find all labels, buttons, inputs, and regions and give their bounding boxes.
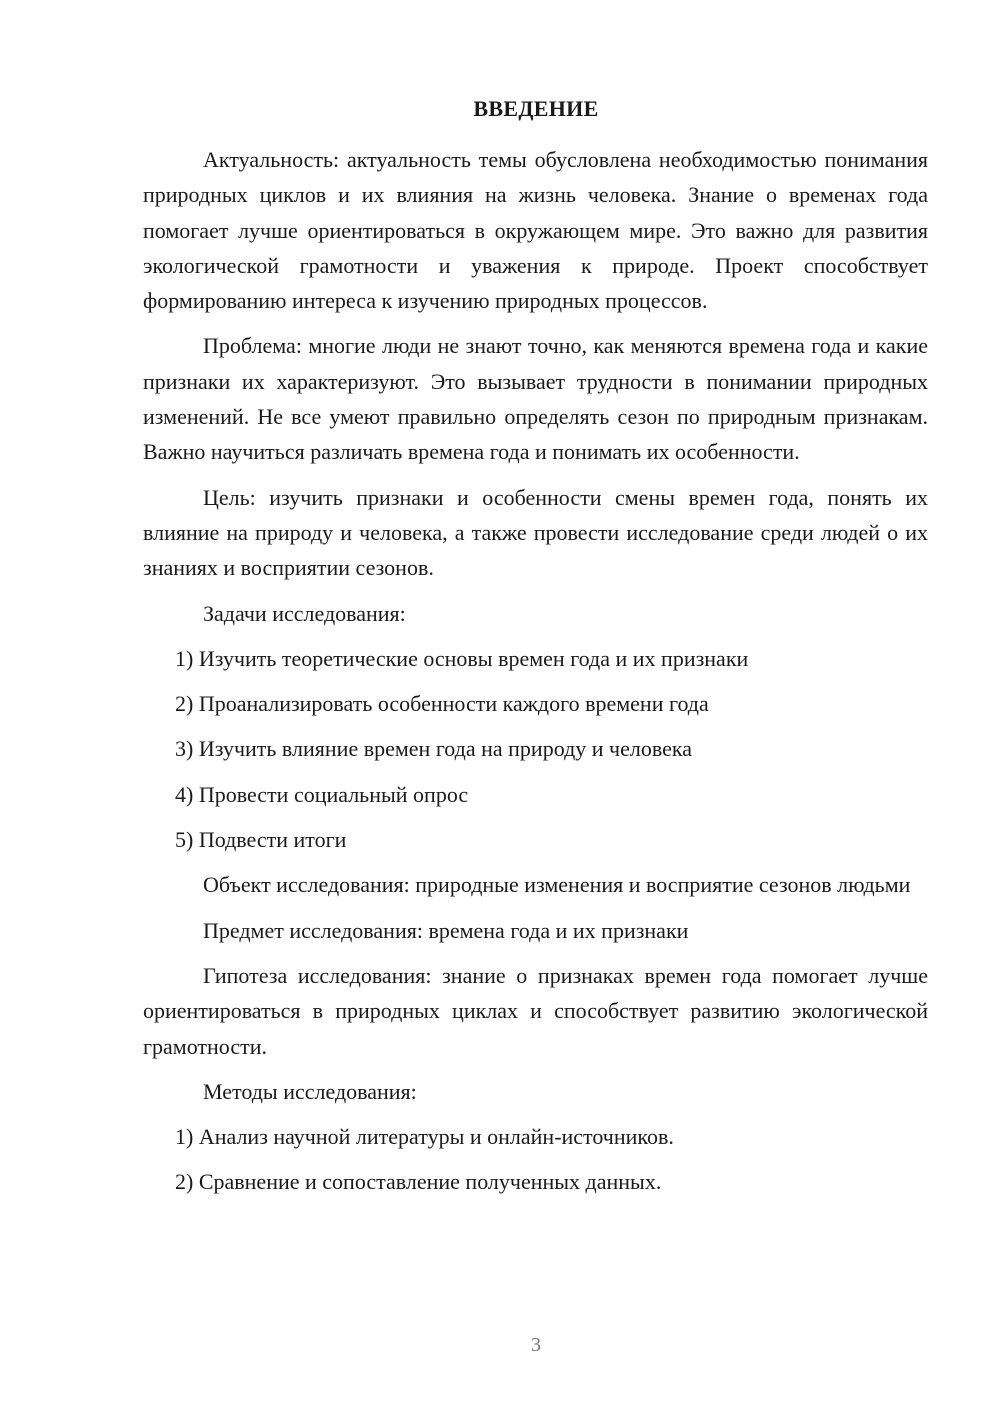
task-item: 4) Провести социальный опрос — [175, 781, 469, 807]
task-item: 1) Изучить теоретические основы времен года и их признаки — [175, 645, 749, 671]
relevance-paragraph: Актуальность: актуальность темы обусловлена необходимостью понимания природных циклов и их влияния на жизнь человека. Знание о временах года помогает лучше ориентироваться в окружающем мире. Это важно для развития экологической грамотности и уважения к природе. Проект способствует формированию интереса к изучению природных процессов. — [143, 147, 928, 314]
method-item: 2) Сравнение и сопоставление полученных данных. — [175, 1169, 662, 1195]
hypothesis-paragraph: Гипотеза исследования: знание о признаках времен года помогает лучше ориентироваться в природных циклах и способствует развитию экологической грамотности. — [143, 962, 928, 1059]
tasks-label: Задачи исследования: — [203, 600, 406, 626]
object-paragraph: Объект исследования: природные изменения и восприятие сезонов людьми — [203, 872, 911, 898]
method-item: 1) Анализ научной литературы и онлайн-источников. — [175, 1124, 674, 1150]
problem-paragraph: Проблема: многие люди не знают точно, как меняются времена года и какие признаки их характеризуют. Это вызывает трудности в понимании природных изменений. Не все умеют правильно определять сезон по природным признакам. Важно научиться различать времена года и понимать их особенности. — [143, 333, 928, 465]
section-title: ВВЕДЕНИЕ — [473, 96, 599, 121]
subject-paragraph: Предмет исследования: времена года и их признаки — [203, 917, 689, 943]
goal-paragraph: Цель: изучить признаки и особенности смены времен года, понять их влияние на природу и человека, а также провести исследование среди людей о их знаниях и восприятии сезонов. — [143, 484, 928, 581]
task-item: 3) Изучить влияние времен года на природу и человека — [175, 736, 692, 762]
task-item: 2) Проанализировать особенности каждого времени года — [175, 691, 709, 717]
methods-label: Методы исследования: — [203, 1078, 417, 1104]
page-number: 3 — [531, 1334, 541, 1356]
document-body — [143, 142, 928, 1210]
task-item: 5) Подвести итоги — [175, 827, 347, 853]
